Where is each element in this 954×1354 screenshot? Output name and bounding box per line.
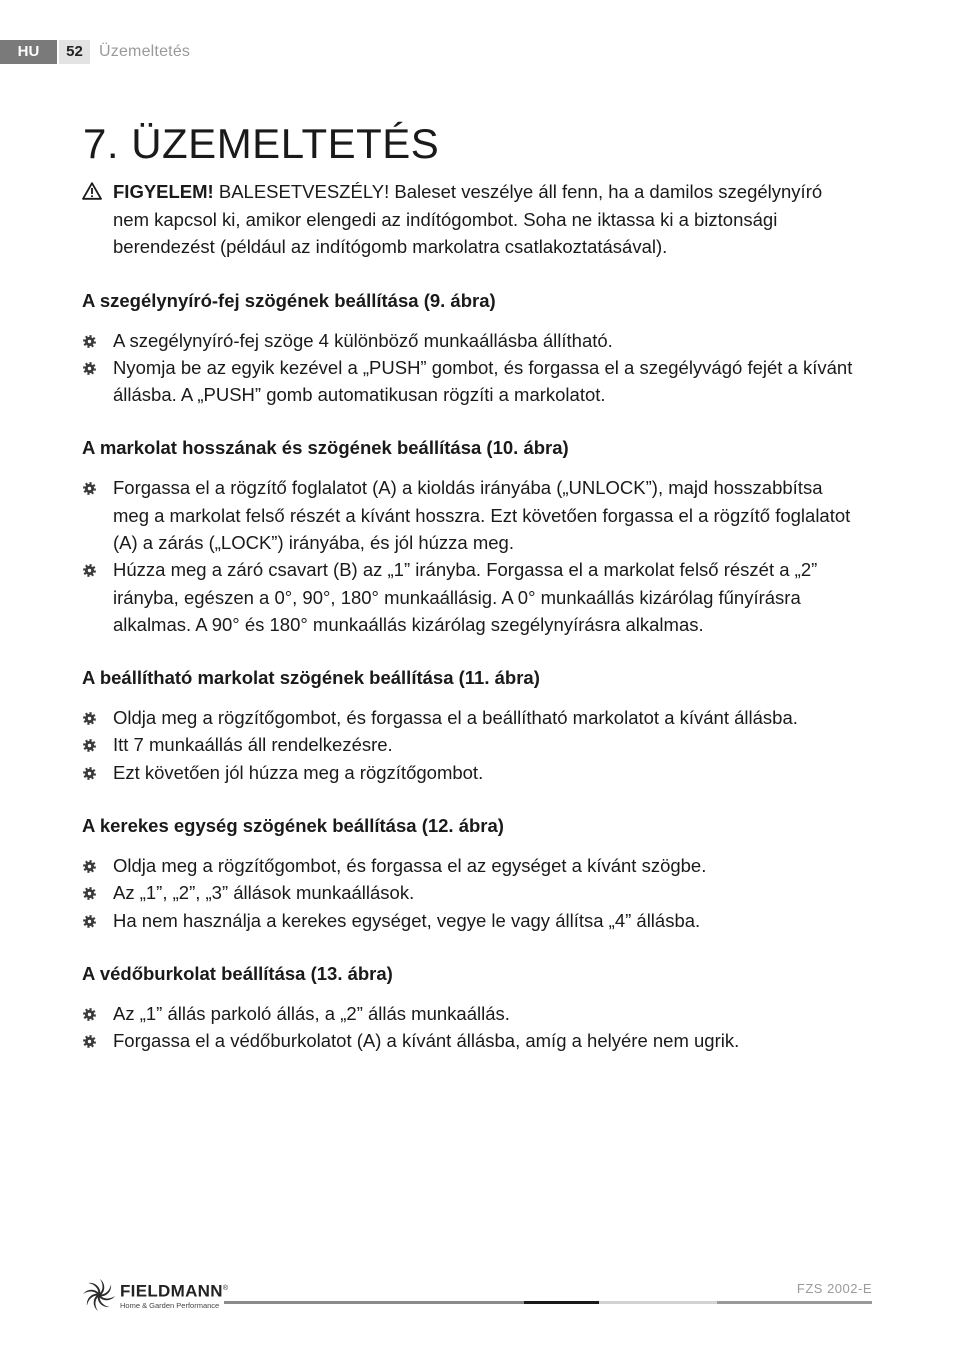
gear-bullet-icon [83, 564, 96, 577]
bullet-list [82, 474, 862, 638]
trademark-symbol: ® [222, 1285, 229, 1293]
gear-bullet-icon [83, 335, 96, 348]
header-section-title: Üzemeltetés [99, 43, 191, 60]
list-item-text: Oldja meg a rögzítőgombot, és forgassa el a beállítható markolatot a kívánt állásba. [113, 707, 798, 729]
list-item [82, 327, 862, 354]
warning-label: FIGYELEM! [113, 181, 214, 202]
section-heading: A markolat hosszának és szögének beállítása (10. ábra) [82, 437, 569, 459]
list-item [82, 704, 862, 731]
list-item-text: Húzza meg a záró csavart (B) az „1” irányba. Forgassa el a markolat felső részét a „2” irányba, egészen a 0°, 90°, 180° munkaállásig. A 0° munkaállás kizárólag fűnyírásra alkalmas. A 90° és 180° munkaállás kizárólag szegélynyírásra alkalmas. [113, 559, 818, 635]
list-item [82, 1000, 862, 1027]
list-item [82, 731, 862, 758]
list-item-text: Itt 7 munkaállás áll rendelkezésre. [113, 734, 393, 756]
list-item-text: A szegélynyíró-fej szöge 4 különböző munkaállásba állítható. [113, 329, 613, 351]
list-item-text: Az „1”, „2”, „3” állások munkaállások. [113, 882, 415, 904]
list-item [82, 474, 862, 556]
list-item [82, 852, 862, 879]
section [82, 664, 862, 786]
section [82, 287, 862, 409]
brand-logo [82, 1278, 228, 1312]
gear-bullet-icon [83, 1008, 96, 1021]
page-title: 7. ÜZEMELTETÉS [83, 120, 440, 167]
list-item-text: Forgassa el a rögzítő foglalatot (A) a kioldás irányába („UNLOCK”), majd hosszabbítsa meg a markolat felső részét a kívánt hosszra. Ezt követően forgassa el a rögzítő foglalatot (A) a zárás („LOCK”) irányába, és jól húzza meg. [113, 477, 851, 553]
list-item-text: Ezt követően jól húzza meg a rögzítőgombot. [113, 761, 484, 783]
bullet-list [82, 1000, 862, 1055]
bullet-list [82, 327, 862, 409]
language-badge: HU [0, 40, 57, 64]
bullet-list [82, 852, 862, 934]
page-header [0, 40, 190, 64]
section-heading: A védőburkolat beállítása (13. ábra) [82, 962, 393, 984]
brand-tagline: Home & Garden Performance [120, 1300, 220, 1310]
list-item-text: Forgassa el a védőburkolatot (A) a kívánt állásba, amíg a helyére nem ugrik. [113, 1030, 740, 1052]
section-heading: A szegélynyíró-fej szögének beállítása (9. ábra) [82, 289, 496, 311]
footer-rule-segment [717, 1301, 872, 1304]
footer-rule-segment [599, 1301, 717, 1304]
page-number: 52 [59, 40, 90, 64]
brand-name [120, 1280, 228, 1301]
gear-bullet-icon [83, 1035, 96, 1048]
list-item-text: Oldja meg a rögzítőgombot, és forgassa el az egységet a kívánt szögbe. [113, 855, 707, 877]
list-item [82, 556, 862, 638]
gear-bullet-icon [83, 915, 96, 928]
list-item [82, 1027, 862, 1054]
list-item-text: Az „1” állás parkoló állás, a „2” állás munkaállás. [113, 1002, 510, 1024]
section-heading: A beállítható markolat szögének beállítása (11. ábra) [82, 667, 540, 689]
model-number: FZS 2002-E [796, 1281, 872, 1296]
list-item [82, 354, 862, 409]
gear-bullet-icon [83, 887, 96, 900]
gear-bullet-icon [83, 860, 96, 873]
list-item [82, 907, 862, 934]
footer-rule-segment [524, 1301, 599, 1304]
list-item-text: Ha nem használja a kerekes egységet, vegye le vagy állítsa „4” állásba. [113, 909, 701, 931]
gear-bullet-icon [83, 767, 96, 780]
gear-bullet-icon [83, 739, 96, 752]
list-item [82, 759, 862, 786]
gear-bullet-icon [83, 482, 96, 495]
brand-wordmark: FIELDMANN [120, 1281, 223, 1301]
fieldmann-logo-icon [82, 1278, 116, 1312]
gear-bullet-icon [83, 712, 96, 725]
warning-text: BALESETVESZÉLY! Baleset veszélye áll fenn, ha a damilos szegélynyíró nem kapcsol ki, amikor elengedi az indítógombot. Soha ne iktassa ki a biztonsági berendezést (például az indítógomb markolatra csatlakoztatásával). [113, 181, 823, 257]
page-content [82, 178, 862, 1055]
section [82, 960, 862, 1055]
section [82, 812, 862, 934]
list-item [82, 879, 862, 906]
footer-rule-segment [224, 1301, 524, 1304]
bullet-list [82, 704, 862, 786]
section-heading: A kerekes egység szögének beállítása (12. ábra) [82, 815, 504, 837]
gear-bullet-icon [83, 362, 96, 375]
logo-text [120, 1280, 228, 1310]
section [82, 434, 862, 638]
warning-triangle-icon [82, 182, 102, 200]
list-item-text: Nyomja be az egyik kezével a „PUSH” gombot, és forgassa el a szegélyvágó fejét a kívánt állásba. A „PUSH” gomb automatikusan rögzíti a markolatot. [113, 356, 853, 406]
warning-paragraph [82, 178, 862, 261]
